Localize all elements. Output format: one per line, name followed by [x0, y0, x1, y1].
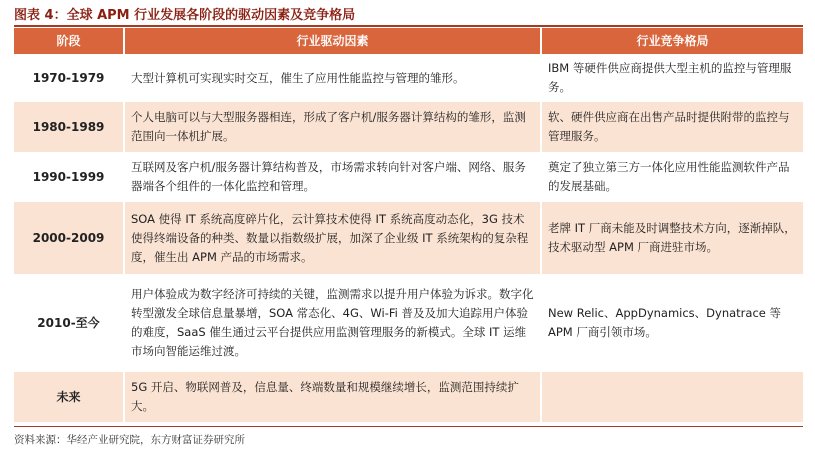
- stage-cell: 2010-至今: [14, 274, 124, 372]
- top-rule: [14, 25, 803, 27]
- drivers-cell: 大型计算机可实现实时交互，催生了应用性能监控与管理的雏形。: [124, 54, 541, 102]
- table-row: [14, 152, 803, 202]
- header-competition: 行业竞争格局: [541, 28, 803, 54]
- table-row: [14, 102, 803, 152]
- apm-stages-table: [14, 28, 803, 422]
- header-drivers: 行业驱动因素: [124, 28, 541, 54]
- source-note: 资料来源：华经产业研究院，东方财富证券研究所: [14, 434, 245, 446]
- figure-title: 图表 4：全球 APM 行业发展各阶段的驱动因素及竞争格局: [14, 8, 356, 23]
- stage-cell: 1990-1999: [14, 152, 124, 202]
- table-header-row: [14, 28, 803, 54]
- stage-cell: 未来: [14, 372, 124, 422]
- drivers-cell: 个人电脑可以与大型服务器相连，形成了客户机/服务器计算结构的雏形，监测范围向一体机扩展。: [124, 102, 541, 152]
- competition-cell: IBM 等硬件供应商提供大型主机的监控与管理服务。: [541, 54, 803, 102]
- table-row: [14, 202, 803, 274]
- table-row: [14, 54, 803, 102]
- stage-cell: 2000-2009: [14, 202, 124, 274]
- stage-cell: 1980-1989: [14, 102, 124, 152]
- competition-cell: New Relic、AppDynamics、Dynatrace 等 APM 厂商引领市场。: [541, 274, 803, 372]
- drivers-cell: SOA 使得 IT 系统高度碎片化，云计算技术使得 IT 系统高度动态化，3G 技术使得终端设备的种类、数量以指数级扩展，加深了企业级 IT 系统架构的复杂程度，催生出 APM 产品的市场需求。: [124, 202, 541, 274]
- competition-cell: 奠定了独立第三方一体化应用性能监测软件产品的发展基础。: [541, 152, 803, 202]
- bottom-rule: [14, 426, 803, 427]
- drivers-cell: 5G 开启、物联网普及，信息量、终端数量和规模继续增长，监测范围持续扩大。: [124, 372, 541, 422]
- drivers-cell: 互联网及客户机/服务器计算结构普及，市场需求转向针对客户端、网络、服务器端各个组件的一体化监控和管理。: [124, 152, 541, 202]
- header-stage: 阶段: [14, 28, 124, 54]
- stage-cell: 1970-1979: [14, 54, 124, 102]
- table-row: [14, 372, 803, 422]
- drivers-cell: 用户体验成为数字经济可持续的关键，监测需求以提升用户体验为诉求。数字化转型激发全球信息量暴增，SOA 常态化、4G、Wi-Fi 普及及加大追踪用户体验的难度，SaaS 催生通过云平台提供应用监测管理服务的新模式。全球 IT 运维市场向智能运维过渡。: [124, 274, 541, 372]
- table-row: [14, 274, 803, 372]
- competition-cell: 软、硬件供应商在出售产品时提供附带的监控与管理服务。: [541, 102, 803, 152]
- competition-cell: [541, 372, 803, 422]
- competition-cell: 老牌 IT 厂商未能及时调整技术方向，逐渐掉队，技术驱动型 APM 厂商进驻市场。: [541, 202, 803, 274]
